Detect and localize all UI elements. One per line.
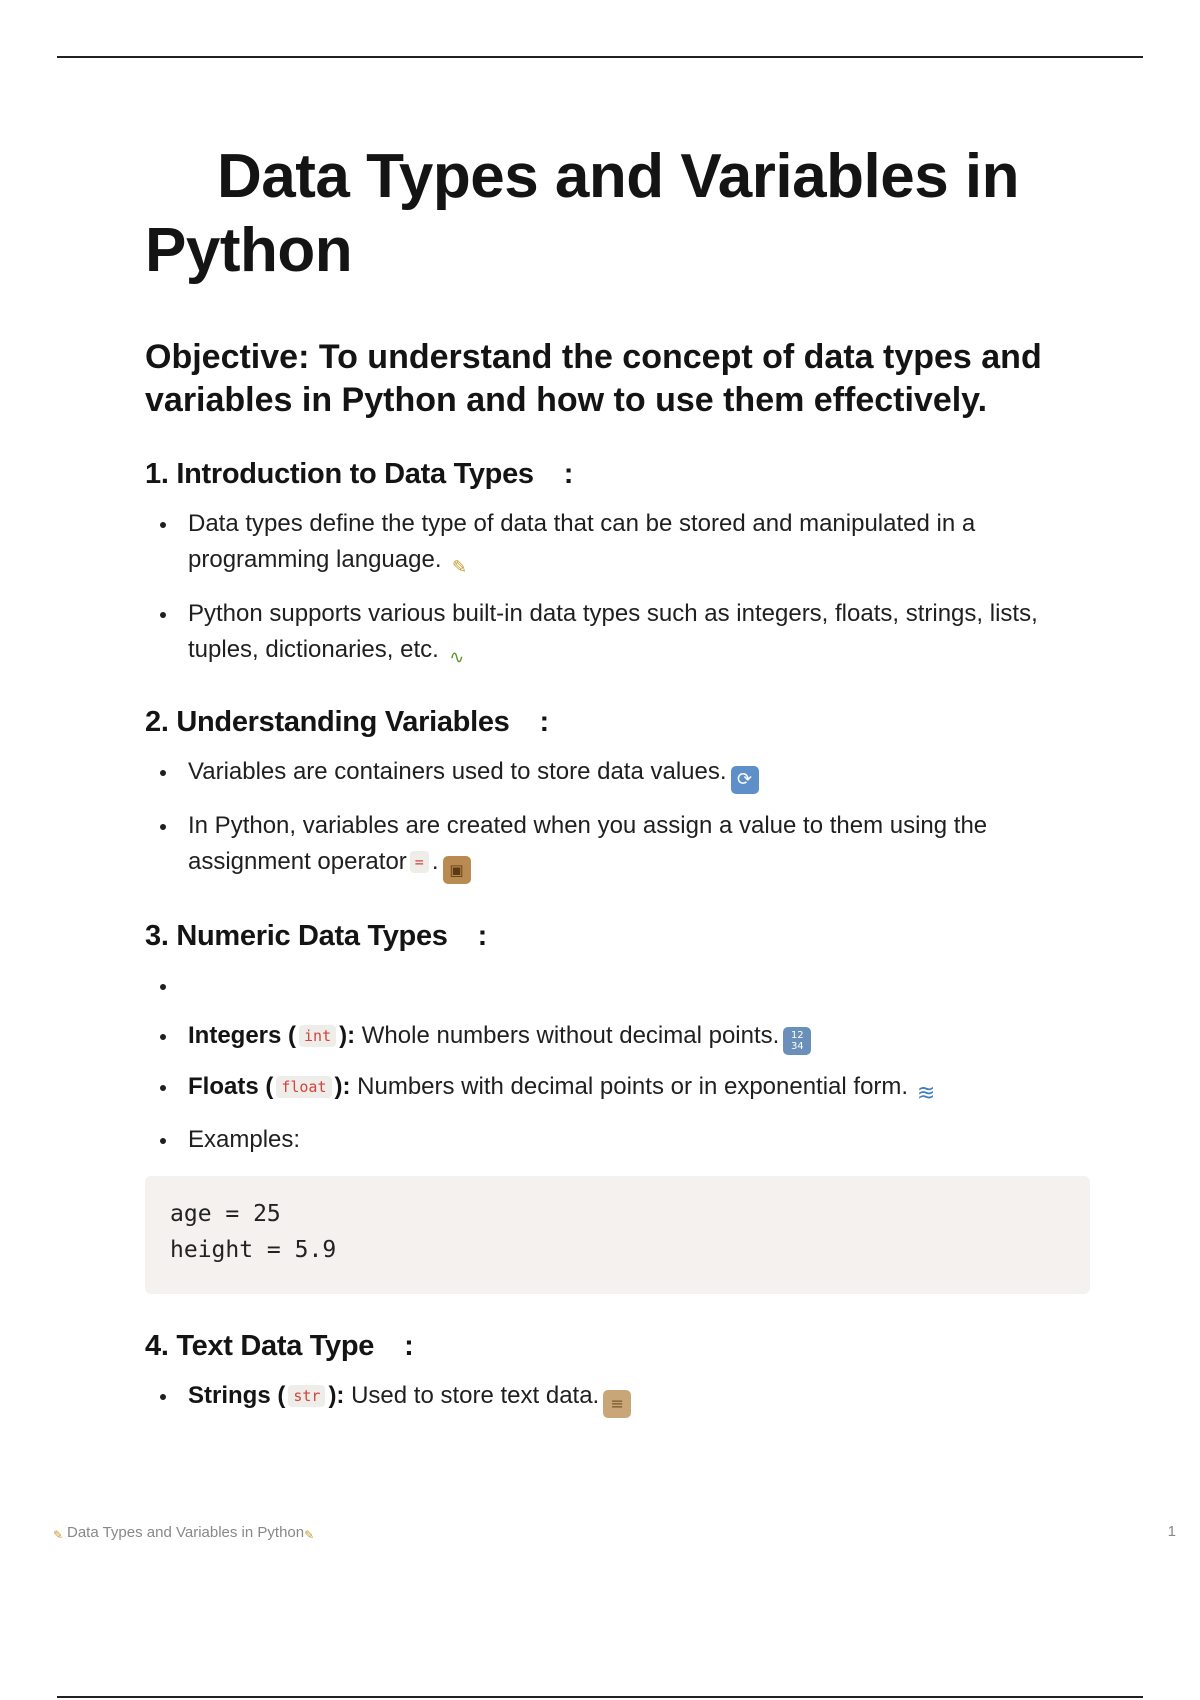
list-item-text: Examples: bbox=[188, 1126, 301, 1153]
memo-icon: ✎ bbox=[53, 1528, 64, 1542]
refresh-icon: ⟳ bbox=[731, 766, 759, 794]
term-label: ): bbox=[328, 1382, 345, 1409]
bullet-list bbox=[145, 506, 1090, 672]
page-title: Data Types and Variables in Python bbox=[145, 142, 1020, 285]
section-heading-data-types bbox=[145, 456, 1090, 492]
section-colon: : bbox=[563, 458, 574, 490]
inline-code: int bbox=[299, 1025, 336, 1047]
footer-label: Data Types and Variables in Python bbox=[67, 1524, 305, 1541]
section-heading-text-type bbox=[145, 1328, 1090, 1364]
section-heading-text: 4. Text Data Type bbox=[145, 1330, 375, 1362]
section-heading-text: 1. Introduction to Data Types bbox=[145, 458, 534, 490]
section-colon: : bbox=[477, 920, 487, 952]
list-item bbox=[145, 808, 1090, 884]
list-item-text: In Python, variables are created when you assign a value to them using the assignment operator bbox=[188, 812, 988, 875]
bullet-list bbox=[145, 968, 1090, 1158]
objective-heading: Objective: To understand the concept of data types and variables in Python and how to use them effectively. bbox=[145, 338, 1042, 419]
section-colon: : bbox=[404, 1330, 414, 1362]
document-body bbox=[145, 140, 1090, 1432]
section-heading-variables bbox=[145, 704, 1090, 740]
list-item bbox=[145, 1018, 1090, 1055]
package-icon: ▣ bbox=[443, 856, 471, 884]
list-item-text: Whole numbers without decimal points. bbox=[361, 1022, 780, 1049]
term-label: ): bbox=[339, 1022, 356, 1049]
section-colon: : bbox=[539, 706, 549, 738]
list-item-text: Numbers with decimal points or in exponential form. bbox=[357, 1073, 909, 1100]
list-item-text: Variables are containers used to store data values. bbox=[188, 758, 727, 785]
bullet-list bbox=[145, 754, 1090, 884]
term-label: Strings ( bbox=[188, 1382, 286, 1409]
memo-icon: ✎ bbox=[304, 1528, 315, 1542]
water-wave-icon: ≋ bbox=[916, 1081, 936, 1106]
list-item-text: Used to store text data. bbox=[351, 1382, 600, 1409]
list-item bbox=[145, 1069, 1090, 1108]
section-heading-numeric bbox=[145, 918, 1090, 954]
term-label: Integers ( bbox=[188, 1022, 297, 1049]
top-rule bbox=[57, 56, 1143, 58]
term-label: Floats ( bbox=[188, 1073, 274, 1100]
page-footer bbox=[53, 1523, 318, 1543]
bottom-rule bbox=[57, 1696, 1143, 1698]
bullet-list bbox=[145, 1378, 1090, 1418]
list-item bbox=[145, 1378, 1090, 1418]
code-line: age = 25 bbox=[170, 1201, 281, 1227]
input-numbers-icon: 12 34 bbox=[783, 1027, 811, 1055]
list-item bbox=[145, 506, 1090, 582]
list-item bbox=[145, 754, 1090, 794]
scroll-icon: ≡ bbox=[603, 1390, 631, 1418]
section-heading-text: 3. Numeric Data Types bbox=[145, 920, 448, 952]
list-item-text: Data types define the type of data that can be stored and manipulated in a programming language. bbox=[188, 510, 976, 573]
term-label: ): bbox=[334, 1073, 351, 1100]
snake-icon: ∿ bbox=[449, 647, 465, 668]
inline-code: = bbox=[410, 851, 429, 873]
list-item bbox=[145, 596, 1090, 672]
list-item-text: Python supports various built-in data types such as integers, floats, strings, lists, tuples, dictionaries, etc. bbox=[188, 600, 1038, 663]
code-line: height = 5.9 bbox=[170, 1237, 337, 1263]
code-block bbox=[145, 1176, 1090, 1294]
list-item-text: . bbox=[431, 848, 439, 875]
inline-code: float bbox=[276, 1076, 331, 1098]
inline-code: str bbox=[288, 1385, 325, 1407]
memo-icon: ✎ bbox=[451, 557, 468, 578]
empty-list-item bbox=[145, 968, 1090, 1004]
list-item bbox=[145, 1122, 1090, 1158]
section-heading-text: 2. Understanding Variables bbox=[145, 706, 510, 738]
page-number: 1 bbox=[1167, 1523, 1176, 1540]
